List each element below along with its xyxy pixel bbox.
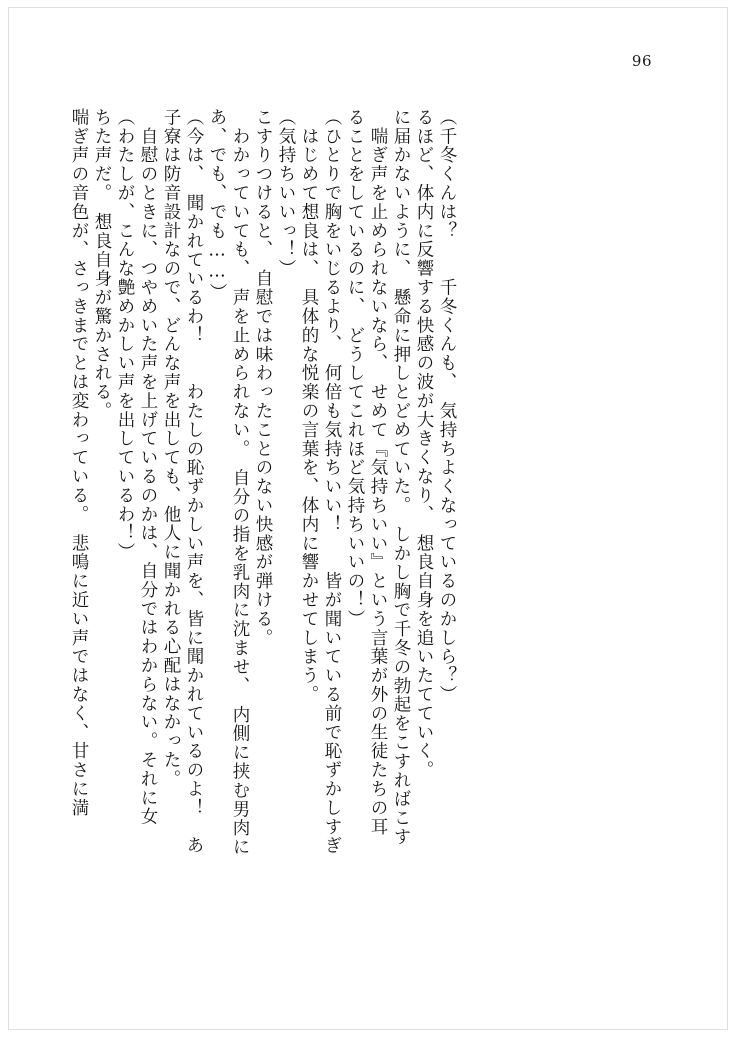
text-line: るほど、体内に反響する快感の波が大きくなり、 想良自身を追いたてていく。 [414,108,434,780]
text-line: （千冬くんは？ 千冬くんも、 気持ちよくなっているのかしら？） [437,108,457,705]
text-line: （ひとりで胸をいじるより、 何倍も気持ちいい！ 皆が聞いている前で恥ずかしすぎ [322,108,342,856]
text-line: 子寮は防音設計なので、どんな声を出しても、他人に聞かれる心配はなかった。 [161,108,181,789]
text-line: 喘ぎ声を止められないなら、 せめて『気持ちいい』という言葉が外の生徒たちの耳 [368,108,388,837]
text-line: あ、でも、でも……） [207,108,227,302]
text-line: （わたしが、こんな艶めかしい声を出しているわ！） [115,108,135,562]
text-line: ることをしているのに、 どうしてこれほど気持ちいいの！） [345,108,365,629]
text-line: わかっていても、 声を止められない。 自分の指を乳肉に沈ませ、 内側に挟む男肉に [230,108,250,857]
vertical-body-text [64,108,664,938]
text-line: 喘ぎ声の音色が、さっきまでとは変わっている。 悲鳴に近い声ではなく、甘さに満 [69,108,89,818]
text-line: に届かないように、 懸命に押しとどめていた。 しかし胸で千冬の勃起をこすればこす [391,108,411,847]
text-line: こすりつけると、 自慰では味わったことのない快感が弾ける。 [253,108,273,648]
page-number: 96 [631,52,652,70]
text-line: 自慰のときに、つやめいた声を上げているのかは、自分ではわからない。それに女 [138,108,158,827]
text-line: （今は、 聞かれているわ！ わたしの恥ずかしい声を、皆に聞かれているのよ！ あ [184,108,204,856]
text-line: はじめて想良は、 具体的な悦楽の言葉を、体内に響かせてしまう。 [299,108,319,705]
text-line: （気持ちいいっ！） [276,108,296,279]
text-line: ちた声だ。 想良自身が驚かされる。 [92,108,112,421]
